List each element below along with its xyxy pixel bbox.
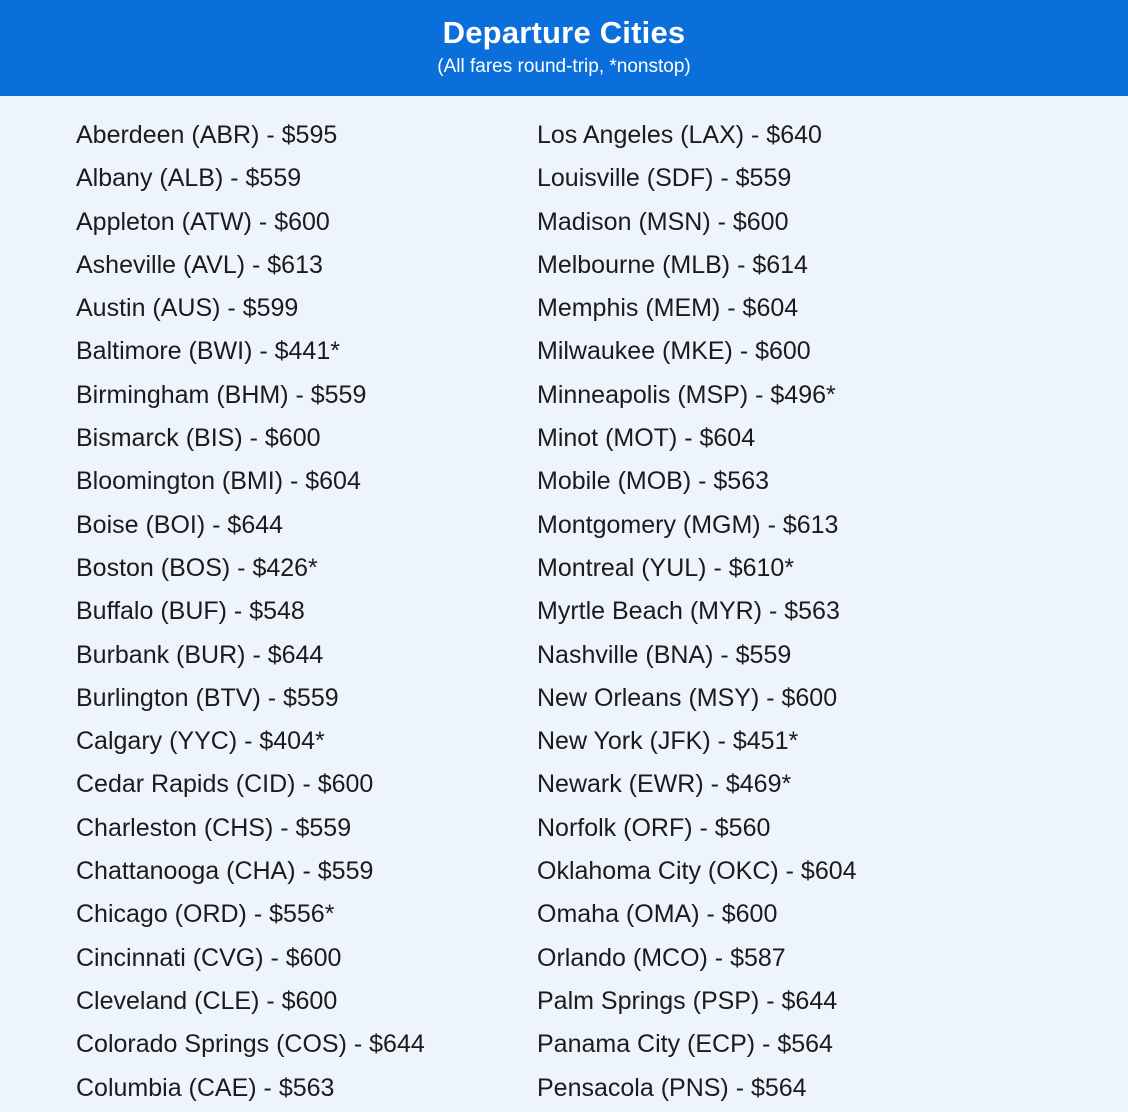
list-item: Birmingham (BHM) - $559	[76, 380, 367, 409]
city-column-left	[0, 114, 519, 1110]
list-item: Oklahoma City (OKC) - $604	[537, 857, 857, 886]
list-item: Albany (ALB) - $559	[76, 164, 302, 193]
list-item: Minot (MOT) - $604	[537, 424, 756, 453]
list-item: New York (JFK) - $451*	[537, 727, 799, 756]
list-item: Cedar Rapids (CID) - $600	[76, 770, 374, 799]
list-item: Panama City (ECP) - $564	[537, 1030, 833, 1059]
list-item: Chicago (ORD) - $556*	[76, 900, 335, 929]
list-item: Bismarck (BIS) - $600	[76, 424, 321, 453]
list-item: Calgary (YYC) - $404*	[76, 727, 325, 756]
list-item: Buffalo (BUF) - $548	[76, 597, 305, 626]
list-item: Burbank (BUR) - $644	[76, 640, 324, 669]
list-item: Myrtle Beach (MYR) - $563	[537, 597, 840, 626]
list-item: Minneapolis (MSP) - $496*	[537, 380, 836, 409]
list-item: Newark (EWR) - $469*	[537, 770, 792, 799]
list-item: Appleton (ATW) - $600	[76, 207, 330, 236]
list-item: Mobile (MOB) - $563	[537, 467, 770, 496]
list-item: Burlington (BTV) - $559	[76, 683, 339, 712]
list-item: Milwaukee (MKE) - $600	[537, 337, 811, 366]
list-item: Cleveland (CLE) - $600	[76, 986, 338, 1015]
list-item: New Orleans (MSY) - $600	[537, 683, 838, 712]
list-item: Colorado Springs (COS) - $644	[76, 1030, 425, 1059]
list-item: Boston (BOS) - $426*	[76, 553, 318, 582]
list-item: Melbourne (MLB) - $614	[537, 250, 808, 279]
list-item: Bloomington (BMI) - $604	[76, 467, 361, 496]
list-item: Madison (MSN) - $600	[537, 207, 789, 236]
list-item: Cincinnati (CVG) - $600	[76, 943, 342, 972]
city-list-columns	[0, 96, 1128, 1110]
page-header	[0, 0, 1128, 96]
list-item: Baltimore (BWI) - $441*	[76, 337, 340, 366]
list-item: Pensacola (PNS) - $564	[537, 1073, 807, 1102]
list-item: Austin (AUS) - $599	[76, 294, 299, 323]
city-column-right	[519, 114, 1128, 1110]
list-item: Palm Springs (PSP) - $644	[537, 986, 838, 1015]
list-item: Nashville (BNA) - $559	[537, 640, 792, 669]
list-item: Charleston (CHS) - $559	[76, 813, 352, 842]
list-item: Montgomery (MGM) - $613	[537, 510, 839, 539]
list-item: Columbia (CAE) - $563	[76, 1073, 335, 1102]
list-item: Los Angeles (LAX) - $640	[537, 121, 822, 149]
list-item: Aberdeen (ABR) - $595	[76, 121, 338, 149]
list-item: Norfolk (ORF) - $560	[537, 813, 771, 842]
page-title: Departure Cities	[442, 15, 686, 50]
list-item: Chattanooga (CHA) - $559	[76, 857, 374, 886]
list-item: Louisville (SDF) - $559	[537, 164, 792, 193]
page-subtitle: (All fares round-trip, *nonstop)	[437, 56, 691, 77]
list-item: Orlando (MCO) - $587	[537, 943, 786, 972]
list-item: Montreal (YUL) - $610*	[537, 553, 795, 582]
list-item: Omaha (OMA) - $600	[537, 900, 778, 929]
list-item: Asheville (AVL) - $613	[76, 250, 323, 279]
list-item: Boise (BOI) - $644	[76, 510, 284, 539]
list-item: Memphis (MEM) - $604	[537, 294, 799, 323]
